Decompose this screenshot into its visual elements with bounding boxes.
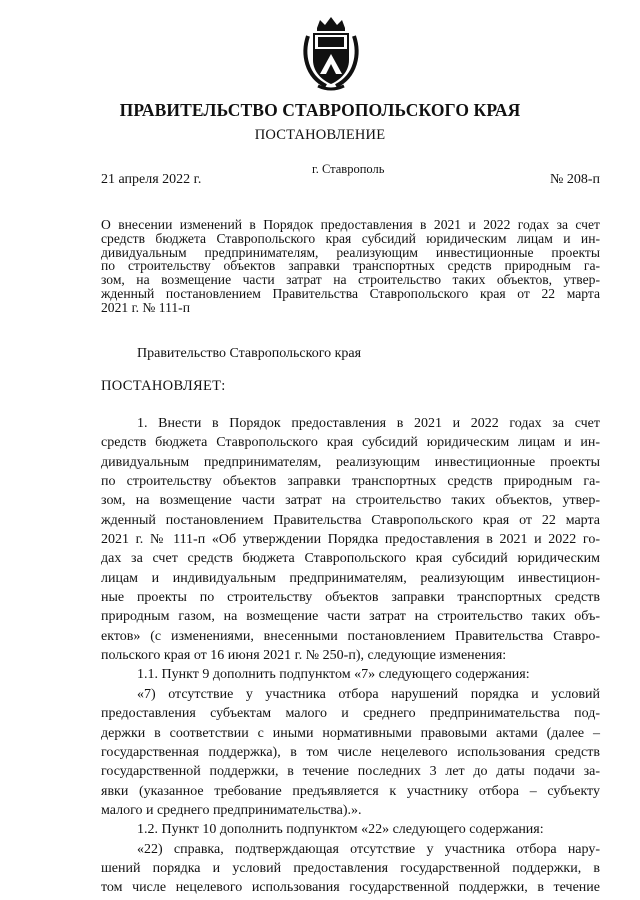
body-line: держки в соответствии с иными нормативными правовыми актами (далее – bbox=[101, 725, 600, 741]
document-date: 21 апреля 2022 г. bbox=[101, 172, 202, 187]
body-line: «7) отсутствие у участника отбора нарушений порядка и условий bbox=[137, 686, 600, 702]
body-line: государственной поддержки, в течение последних 3 лет до даты подачи за- bbox=[101, 764, 600, 780]
document-subject bbox=[101, 218, 600, 315]
body-line: жденный постановлением Правительства Ставропольского края от 22 марта bbox=[101, 512, 600, 528]
body-line: польского края от 16 июня 2021 г. № 250-п), следующие изменения: bbox=[101, 648, 507, 664]
subject-line: О внесении изменений в Порядок предоставления в 2021 и 2022 годах за счет bbox=[101, 217, 600, 232]
subject-line: зом, на возмещение части затрат на строительство таких объектов, утвер- bbox=[101, 272, 600, 288]
document-body bbox=[101, 414, 600, 898]
subject-line: 2021 г. № 111-п bbox=[101, 299, 190, 315]
body-line: дах за счет средств бюджета Ставропольского края субсидий юридическим bbox=[101, 551, 600, 567]
subject-line: средств бюджета Ставропольского края субсидий юридическим лицам и ин- bbox=[101, 230, 600, 246]
body-line: по строительству объектов заправки транспортных средств природным га- bbox=[101, 474, 600, 490]
body-line: 1.2. Пункт 10 дополнить подпунктом «22» следующего содержания: bbox=[137, 822, 544, 838]
body-line: государственная поддержка), в том числе нецелевого использования средств bbox=[101, 744, 600, 760]
issuer-line: Правительство Ставропольского края bbox=[137, 346, 362, 361]
body-line: ные проекты по строительству объектов заправки транспортных средств bbox=[101, 590, 600, 606]
body-line: ектов» (с изменениями, внесенными постановлением Правительства Ставро- bbox=[101, 628, 600, 644]
body-line: предоставления субъектам малого и среднего предпринимательства под- bbox=[101, 706, 600, 722]
document-meta bbox=[0, 158, 640, 198]
body-line: 1. Внести в Порядок предоставления в 2021 и 2022 годах за счет bbox=[137, 416, 600, 431]
body-line: 1.1. Пункт 9 дополнить подпунктом «7» следующего содержания: bbox=[137, 667, 530, 683]
coat-of-arms-icon bbox=[298, 14, 364, 92]
decree-word: ПОСТАНОВЛЯЕТ: bbox=[101, 378, 226, 394]
body-line: дивидуальным предпринимателям, реализующим инвестиционные проекты bbox=[101, 454, 600, 470]
body-line: малого и среднего предпринимательства).». bbox=[101, 802, 362, 818]
body-line: 2021 г. № 111-п «Об утверждении Порядка предоставления в 2021 и 2022 го- bbox=[101, 532, 600, 548]
body-line: «22) справка, подтверждающая отсутствие у участника отбора нару- bbox=[137, 841, 600, 857]
document-type: ПОСТАНОВЛЕНИЕ bbox=[254, 127, 386, 143]
body-line: том числе нецелевого использования государственной поддержки, в течение bbox=[101, 880, 600, 896]
body-line: зом, на возмещение части затрат на строительство таких объектов, утвер- bbox=[101, 493, 600, 509]
body-line: средств бюджета Ставропольского края субсидий юридическим лицам и ин- bbox=[101, 435, 600, 451]
subject-line: дивидуальным предпринимателям, реализующим инвестиционные проекты bbox=[101, 244, 600, 260]
body-line: природным газом, на возмещение части затрат на строительство таких объ- bbox=[101, 609, 600, 625]
subject-line: жденный постановлением Правительства Ставропольского края от 22 марта bbox=[101, 285, 600, 301]
body-line: шений порядка и условий предоставления государственной поддержки, в bbox=[101, 860, 600, 876]
subject-line: по строительству объектов заправки транспортных средств природным га- bbox=[101, 258, 600, 274]
government-name: ПРАВИТЕЛЬСТВО СТАВРОПОЛЬСКОГО КРАЯ bbox=[119, 100, 521, 120]
body-line: лицам и индивидуальным предпринимателям, реализующим инвестицион- bbox=[101, 570, 600, 586]
document-city: г. Ставрополь bbox=[312, 162, 385, 176]
body-line: явки (указанное требование предъявляется к участнику отбора – субъекту bbox=[101, 783, 600, 799]
document-number: № 208-п bbox=[549, 172, 600, 187]
